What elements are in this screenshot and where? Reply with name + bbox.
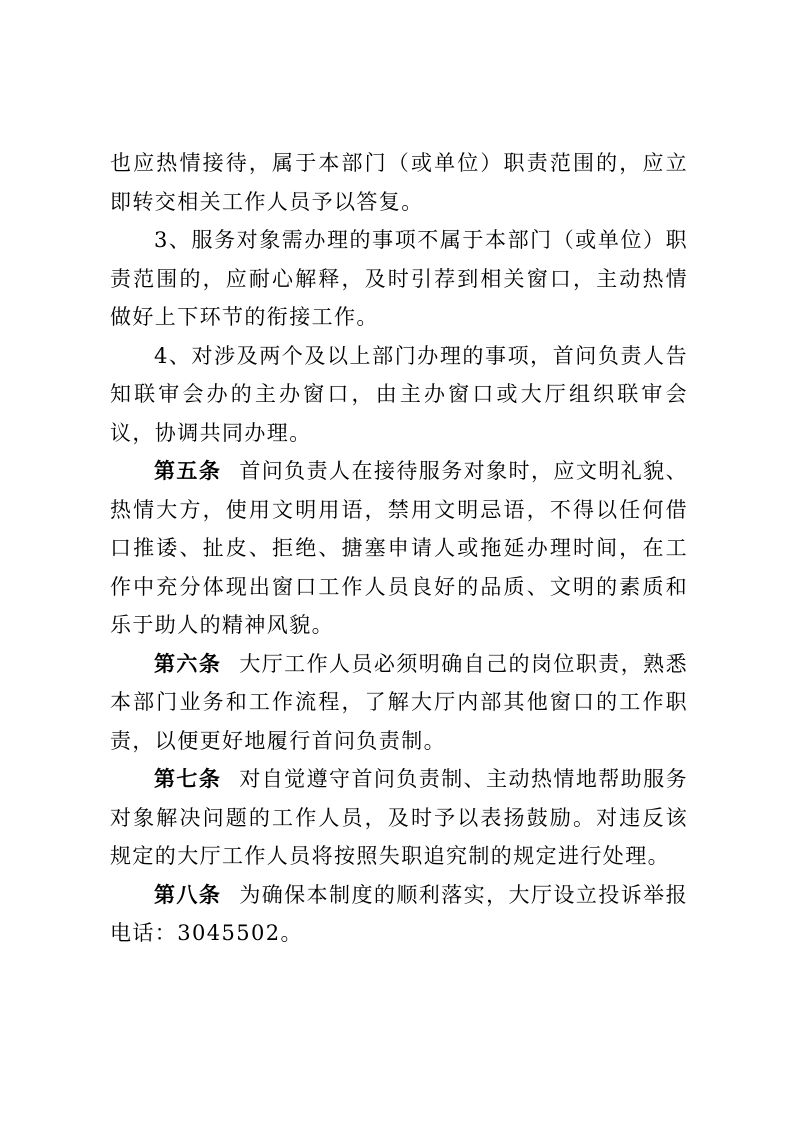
article-text: 大厅工作人员必须明确自己的岗位职责，熟悉本部门业务和工作流程，了解大厅内部其他窗口的工作职责，以便更好地履行首问负责制。 <box>110 651 688 753</box>
article-7 <box>110 760 688 876</box>
article-label: 第五条 <box>154 458 222 483</box>
article-text: 首问负责人在接待服务对象时，应文明礼貌、热情大方，使用文明用语，禁用文明忌语，不得以任何借口推诿、扯皮、拒绝、搪塞申请人或拖延办理时间，在工作中充分体现出窗口工作人员良好的品质、文明的素质和乐于助人的精神风貌。 <box>110 459 688 637</box>
article-label: 第六条 <box>154 650 222 676</box>
paragraph-text: 3、服务对象需办理的事项不属于本部门（或单位）职责范围的，应耐心解释，及时引荐到相关窗口，主动热情做好上下环节的衔接工作。 <box>110 228 688 329</box>
article-text: 为确保本制度的顺利落实，大厅设立投诉举报电话：3045502。 <box>110 882 688 945</box>
article-label: 第七条 <box>154 766 222 791</box>
document-body <box>110 144 688 953</box>
article-6 <box>110 645 688 761</box>
article-8 <box>110 876 688 953</box>
paragraph-item-3 <box>110 221 688 337</box>
paragraph-text: 4、对涉及两个及以上部门办理的事项，首问负责人告知联审会办的主办窗口，由主办窗口或大厅组织联审会议，协调共同办理。 <box>110 343 688 445</box>
article-label: 第八条 <box>154 881 222 907</box>
paragraph-text: 也应热情接待，属于本部门（或单位）职责范围的，应立即转交相关工作人员予以答复。 <box>110 151 688 214</box>
article-5 <box>110 452 688 645</box>
paragraph-item-4 <box>110 337 688 453</box>
article-text: 对自觉遵守首问负责制、主动热情地帮助服务对象解决问题的工作人员，及时予以表扬鼓励。对违反该规定的大厅工作人员将按照失职追究制的规定进行处理。 <box>110 767 688 868</box>
paragraph-continuation <box>110 144 688 221</box>
